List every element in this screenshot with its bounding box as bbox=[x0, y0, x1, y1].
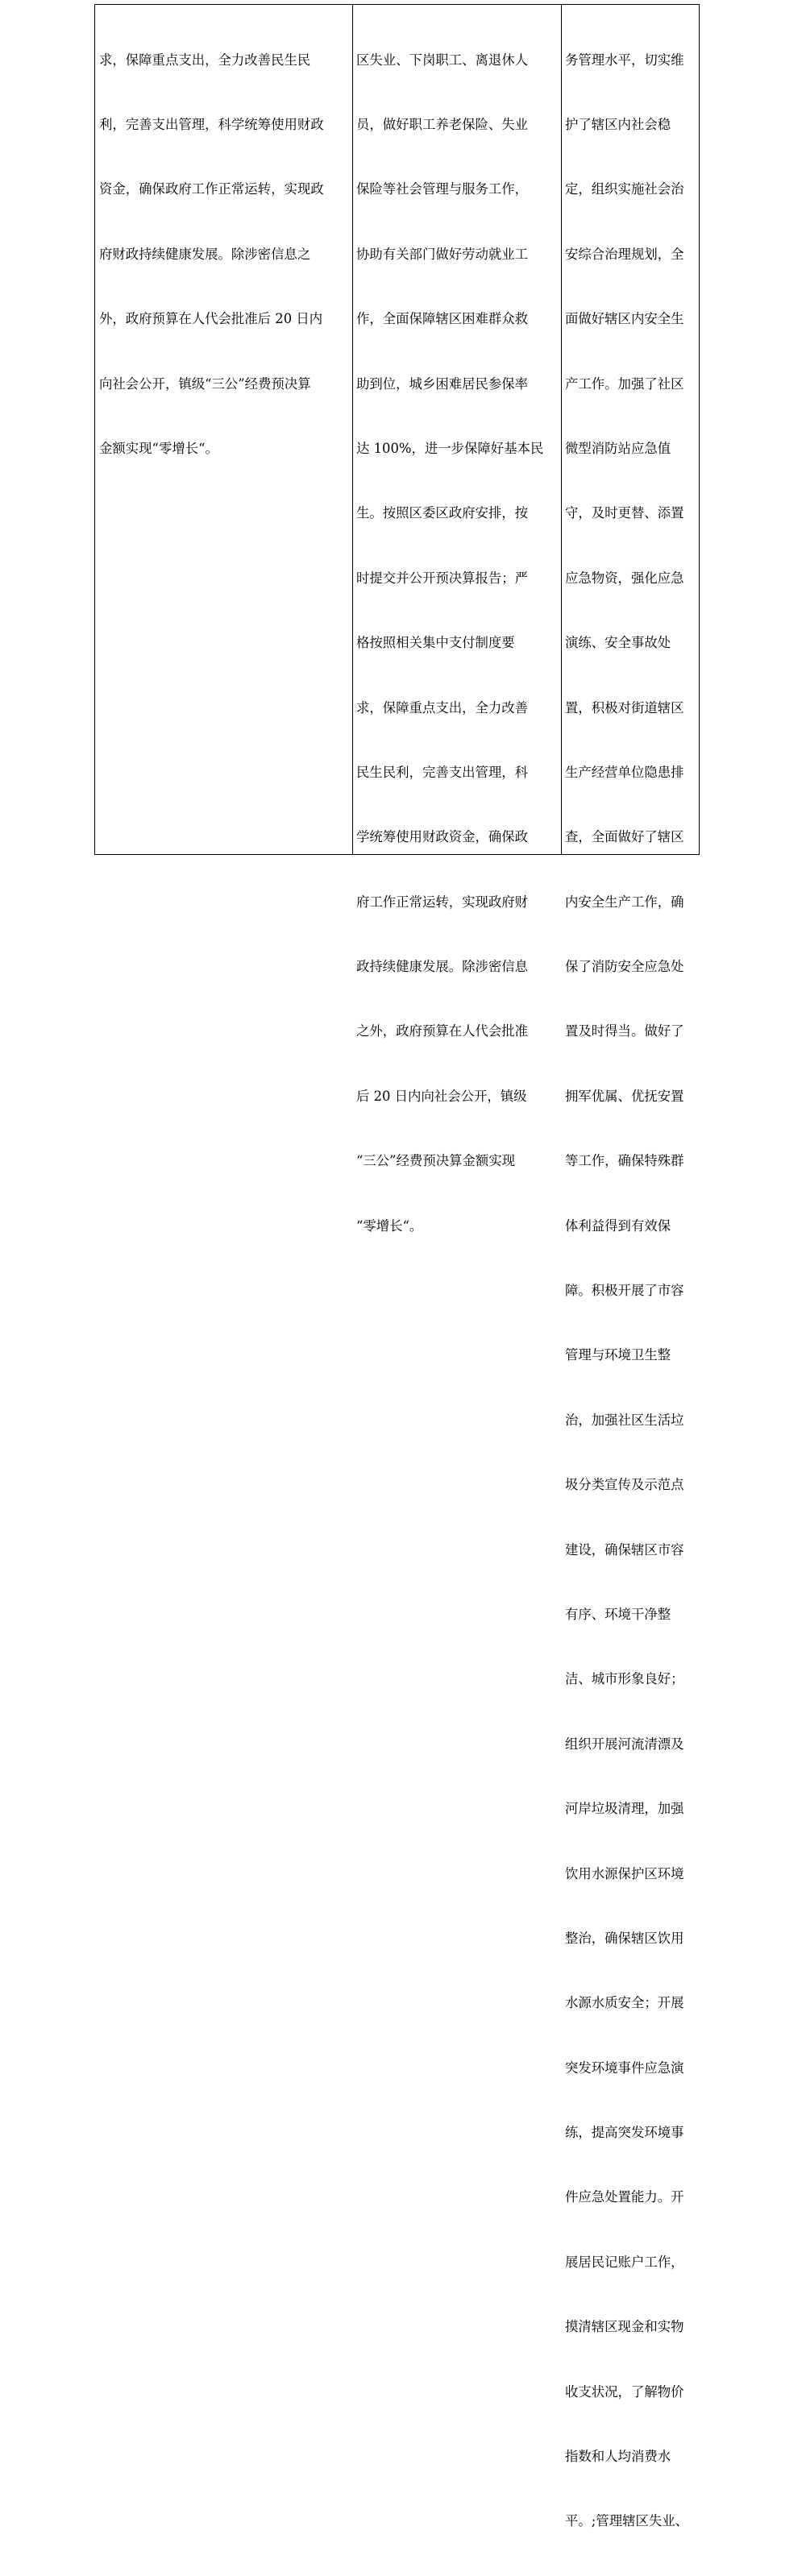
text-line: 练，提高突发环境事 bbox=[565, 2125, 684, 2141]
text-line: 置，积极对街道辖区 bbox=[565, 699, 684, 716]
text-line: 件应急处置能力。开 bbox=[565, 2189, 684, 2205]
text-line: 产工作。加强了社区 bbox=[565, 375, 684, 392]
text-line: 圾分类宣传及示范点 bbox=[565, 1477, 684, 1493]
text-line: 演练、安全事故处 bbox=[565, 635, 671, 651]
text-line: 安综合治理规划，全 bbox=[565, 246, 684, 262]
column-divider bbox=[561, 5, 562, 854]
text-line: 管理与环境卫生整 bbox=[565, 1347, 671, 1363]
text-line: 时提交并公开预决算报告；严 bbox=[356, 570, 529, 586]
text-line: 外，政府预算在人代会批准后 20 日内 bbox=[99, 311, 323, 327]
text-line: 员，做好职工养老保险、失业 bbox=[356, 116, 529, 132]
text-line: 收支状况，了解物价 bbox=[565, 2383, 684, 2400]
text-line: 务管理水平，切实维 bbox=[565, 52, 684, 68]
table-cell-column-1 bbox=[99, 6, 324, 503]
text-line: 护了辖区内社会稳 bbox=[565, 116, 671, 132]
text-line: 展居民记账户工作， bbox=[565, 2254, 684, 2270]
text-line: 面做好辖区内安全生 bbox=[565, 311, 684, 327]
text-line: 金额实现“零增长“。 bbox=[99, 440, 218, 456]
text-line: 组织开展河流清漂及 bbox=[565, 1736, 684, 1752]
text-line: 建设，确保辖区市容 bbox=[565, 1541, 684, 1558]
text-line: 定，组织实施社会治 bbox=[565, 181, 684, 197]
text-line: 保了消防安全应急处 bbox=[565, 959, 684, 975]
text-line: 突发环境事件应急演 bbox=[565, 2060, 684, 2076]
text-line: 置及时得当。做好了 bbox=[565, 1023, 684, 1039]
table-cell-column-3 bbox=[565, 6, 688, 2576]
text-line: 拥军优属、优抚安置 bbox=[565, 1088, 684, 1104]
text-line: 有序、环境干净整 bbox=[565, 1606, 671, 1622]
text-line: 格按照相关集中支付制度要 bbox=[356, 635, 515, 651]
text-line: 向社会公开，镇级“三公”经费预决算 bbox=[99, 375, 311, 392]
text-line: 府财政持续健康发展。除涉密信息之 bbox=[99, 246, 311, 262]
text-line: “零增长“。 bbox=[356, 1217, 423, 1234]
text-line: 之外，政府预算在人代会批准 bbox=[356, 1023, 529, 1039]
text-line: 河岸垃圾清理，加强 bbox=[565, 1801, 684, 1817]
text-line: 求，保障重点支出，全力改善民生民 bbox=[99, 52, 311, 68]
text-line: 治，加强社区生活垃 bbox=[565, 1412, 684, 1428]
table-cell-column-2 bbox=[356, 6, 543, 1280]
text-line: 内安全生产工作，确 bbox=[565, 894, 684, 910]
text-line: 学统筹使用财政资金，确保政 bbox=[356, 829, 529, 845]
column-divider bbox=[352, 5, 353, 854]
text-line: 求，保障重点支出，全力改善 bbox=[356, 699, 529, 716]
text-line: 达 100%，进一步保障好基本民 bbox=[356, 440, 544, 456]
text-line: 饮用水源保护区环境 bbox=[565, 1865, 684, 1881]
text-line: 平。;管理辖区失业、 bbox=[565, 2513, 689, 2529]
text-line: 资金，确保政府工作正常运转，实现政 bbox=[99, 181, 324, 197]
document-table bbox=[94, 4, 700, 2529]
text-line: 府工作正常运转，实现政府财 bbox=[356, 894, 529, 910]
text-line: 利，完善支出管理，科学统筹使用财政 bbox=[99, 116, 324, 132]
text-line: 政持续健康发展。除涉密信息 bbox=[356, 959, 529, 975]
text-line: 生产经营单位隐患排 bbox=[565, 764, 684, 780]
text-line: 后 20 日内向社会公开，镇级 bbox=[356, 1088, 527, 1104]
text-line: 洁、城市形象良好； bbox=[565, 1671, 684, 1687]
text-line: 作，全面保障辖区困难群众救 bbox=[356, 311, 529, 327]
text-line: 查，全面做好了辖区 bbox=[565, 829, 684, 845]
text-line: 协助有关部门做好劳动就业工 bbox=[356, 246, 529, 262]
text-line: 等工作，确保特殊群 bbox=[565, 1153, 684, 1169]
text-line: 应急物资，强化应急 bbox=[565, 570, 684, 586]
text-line: “三公”经费预决算金额实现 bbox=[356, 1153, 516, 1169]
text-line: 助到位，城乡困难居民参保率 bbox=[356, 375, 529, 392]
text-line: 体利益得到有效保 bbox=[565, 1217, 671, 1234]
text-line: 障。积极开展了市容 bbox=[565, 1283, 684, 1299]
text-line: 摸清辖区现金和实物 bbox=[565, 2319, 684, 2335]
text-line: 指数和人均消费水 bbox=[565, 2449, 671, 2465]
text-line: 区失业、下岗职工、离退休人 bbox=[356, 52, 529, 68]
text-line: 民生民利，完善支出管理，科 bbox=[356, 764, 529, 780]
text-line: 保险等社会管理与服务工作， bbox=[356, 181, 529, 197]
text-line: 生。按照区委区政府安排，按 bbox=[356, 505, 529, 521]
text-line: 整治，确保辖区饮用 bbox=[565, 1930, 684, 1946]
text-line: 守，及时更替、添置 bbox=[565, 505, 684, 521]
text-line: 水源水质安全；开展 bbox=[565, 1995, 684, 2011]
text-line: 微型消防站应急值 bbox=[565, 440, 671, 456]
